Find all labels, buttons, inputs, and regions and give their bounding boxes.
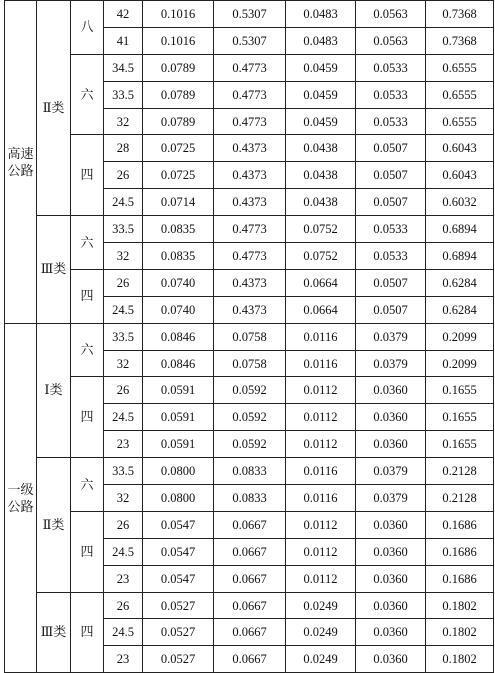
value-cell-1: 0.0714 bbox=[143, 189, 214, 216]
value-cell-2: 0.4773 bbox=[214, 54, 286, 81]
value-cell-1: 0.0789 bbox=[143, 108, 214, 135]
value-cell-3: 0.0112 bbox=[286, 431, 356, 458]
value-cell-4: 0.0533 bbox=[356, 243, 426, 270]
value-cell-1: 0.0547 bbox=[143, 511, 214, 538]
value-cell-5: 0.6555 bbox=[426, 108, 494, 135]
value-cell-1: 0.0835 bbox=[143, 216, 214, 243]
lane-count-cell: 六 bbox=[71, 323, 104, 377]
value-cell-3: 0.0249 bbox=[286, 619, 356, 646]
value-cell-4: 0.0360 bbox=[356, 431, 426, 458]
table-body bbox=[5, 1, 494, 673]
value-cell-5: 0.6555 bbox=[426, 54, 494, 81]
value-cell-2: 0.5307 bbox=[214, 1, 286, 28]
value-cell-1: 0.0547 bbox=[143, 565, 214, 592]
value-cell-5: 0.1802 bbox=[426, 592, 494, 619]
width-cell: 24.5 bbox=[104, 538, 143, 565]
value-cell-1: 0.0547 bbox=[143, 538, 214, 565]
value-cell-4: 0.0360 bbox=[356, 619, 426, 646]
value-cell-5: 0.1686 bbox=[426, 511, 494, 538]
value-cell-3: 0.0459 bbox=[286, 81, 356, 108]
value-cell-2: 0.4373 bbox=[214, 296, 286, 323]
value-cell-3: 0.0664 bbox=[286, 296, 356, 323]
value-cell-5: 0.2128 bbox=[426, 458, 494, 485]
width-cell: 33.5 bbox=[104, 458, 143, 485]
value-cell-5: 0.6555 bbox=[426, 81, 494, 108]
value-cell-1: 0.0527 bbox=[143, 619, 214, 646]
value-cell-2: 0.4373 bbox=[214, 135, 286, 162]
value-cell-4: 0.0507 bbox=[356, 189, 426, 216]
table-row bbox=[5, 135, 494, 162]
value-cell-5: 0.1802 bbox=[426, 646, 494, 673]
value-cell-2: 0.4773 bbox=[214, 81, 286, 108]
value-cell-1: 0.0527 bbox=[143, 646, 214, 673]
indicator-table bbox=[4, 0, 494, 673]
value-cell-5: 0.2099 bbox=[426, 350, 494, 377]
lane-count-cell: 四 bbox=[71, 377, 104, 458]
value-cell-4: 0.0533 bbox=[356, 216, 426, 243]
width-cell: 26 bbox=[104, 592, 143, 619]
value-cell-2: 0.0667 bbox=[214, 511, 286, 538]
value-cell-3: 0.0112 bbox=[286, 538, 356, 565]
value-cell-5: 0.2099 bbox=[426, 323, 494, 350]
value-cell-1: 0.0740 bbox=[143, 269, 214, 296]
width-cell: 34.5 bbox=[104, 54, 143, 81]
value-cell-3: 0.0112 bbox=[286, 377, 356, 404]
value-cell-1: 0.0800 bbox=[143, 458, 214, 485]
value-cell-3: 0.0459 bbox=[286, 108, 356, 135]
road-type-cell bbox=[5, 323, 37, 673]
value-cell-4: 0.0379 bbox=[356, 485, 426, 512]
value-cell-5: 0.6032 bbox=[426, 189, 494, 216]
width-cell: 26 bbox=[104, 377, 143, 404]
width-cell: 24.5 bbox=[104, 619, 143, 646]
lane-count-cell: 六 bbox=[71, 216, 104, 270]
value-cell-3: 0.0664 bbox=[286, 269, 356, 296]
value-cell-4: 0.0533 bbox=[356, 54, 426, 81]
value-cell-4: 0.0360 bbox=[356, 565, 426, 592]
class-cell: Ⅱ类 bbox=[37, 458, 71, 592]
value-cell-5: 0.6894 bbox=[426, 216, 494, 243]
value-cell-5: 0.6043 bbox=[426, 135, 494, 162]
value-cell-4: 0.0507 bbox=[356, 296, 426, 323]
value-cell-1: 0.0591 bbox=[143, 377, 214, 404]
value-cell-2: 0.4773 bbox=[214, 216, 286, 243]
width-cell: 26 bbox=[104, 269, 143, 296]
lane-count-cell: 六 bbox=[71, 458, 104, 512]
value-cell-3: 0.0112 bbox=[286, 404, 356, 431]
value-cell-2: 0.0592 bbox=[214, 431, 286, 458]
width-cell: 24.5 bbox=[104, 404, 143, 431]
table-row bbox=[5, 269, 494, 296]
value-cell-5: 0.2128 bbox=[426, 485, 494, 512]
lane-count-cell: 六 bbox=[71, 54, 104, 135]
value-cell-2: 0.0592 bbox=[214, 404, 286, 431]
value-cell-4: 0.0360 bbox=[356, 592, 426, 619]
table-row bbox=[5, 511, 494, 538]
width-cell: 23 bbox=[104, 646, 143, 673]
value-cell-4: 0.0360 bbox=[356, 377, 426, 404]
class-cell: Ⅲ类 bbox=[37, 592, 71, 673]
value-cell-2: 0.0592 bbox=[214, 377, 286, 404]
width-cell: 23 bbox=[104, 431, 143, 458]
value-cell-5: 0.1655 bbox=[426, 404, 494, 431]
value-cell-3: 0.0116 bbox=[286, 350, 356, 377]
value-cell-1: 0.0846 bbox=[143, 350, 214, 377]
value-cell-5: 0.1802 bbox=[426, 619, 494, 646]
lane-count-cell: 四 bbox=[71, 269, 104, 323]
width-cell: 32 bbox=[104, 108, 143, 135]
lane-count-cell: 四 bbox=[71, 135, 104, 216]
value-cell-3: 0.0483 bbox=[286, 1, 356, 28]
value-cell-4: 0.0533 bbox=[356, 108, 426, 135]
value-cell-5: 0.6284 bbox=[426, 269, 494, 296]
value-cell-3: 0.0116 bbox=[286, 323, 356, 350]
road-type-label: 高速 公路 bbox=[7, 145, 34, 178]
value-cell-2: 0.5307 bbox=[214, 27, 286, 54]
road-type-label: 一级 公路 bbox=[7, 481, 34, 514]
value-cell-5: 0.1655 bbox=[426, 431, 494, 458]
class-cell: Ⅰ类 bbox=[37, 323, 71, 457]
value-cell-4: 0.0360 bbox=[356, 646, 426, 673]
width-cell: 41 bbox=[104, 27, 143, 54]
value-cell-3: 0.0112 bbox=[286, 511, 356, 538]
value-cell-3: 0.0752 bbox=[286, 243, 356, 270]
value-cell-1: 0.0846 bbox=[143, 323, 214, 350]
value-cell-4: 0.0533 bbox=[356, 81, 426, 108]
value-cell-2: 0.4373 bbox=[214, 189, 286, 216]
value-cell-2: 0.4773 bbox=[214, 243, 286, 270]
value-cell-2: 0.0833 bbox=[214, 458, 286, 485]
width-cell: 28 bbox=[104, 135, 143, 162]
table-row bbox=[5, 458, 494, 485]
value-cell-4: 0.0507 bbox=[356, 269, 426, 296]
table-row bbox=[5, 592, 494, 619]
value-cell-4: 0.0379 bbox=[356, 350, 426, 377]
value-cell-2: 0.0667 bbox=[214, 565, 286, 592]
width-cell: 24.5 bbox=[104, 296, 143, 323]
value-cell-3: 0.0459 bbox=[286, 54, 356, 81]
value-cell-1: 0.0591 bbox=[143, 404, 214, 431]
value-cell-1: 0.1016 bbox=[143, 1, 214, 28]
width-cell: 23 bbox=[104, 565, 143, 592]
value-cell-3: 0.0116 bbox=[286, 458, 356, 485]
value-cell-1: 0.0789 bbox=[143, 54, 214, 81]
value-cell-5: 0.7368 bbox=[426, 1, 494, 28]
width-cell: 42 bbox=[104, 1, 143, 28]
lane-count-cell: 四 bbox=[71, 592, 104, 673]
table-row bbox=[5, 216, 494, 243]
value-cell-3: 0.0438 bbox=[286, 135, 356, 162]
road-type-cell bbox=[5, 1, 37, 324]
value-cell-3: 0.0249 bbox=[286, 592, 356, 619]
value-cell-2: 0.0833 bbox=[214, 485, 286, 512]
table-row bbox=[5, 377, 494, 404]
value-cell-2: 0.0667 bbox=[214, 646, 286, 673]
class-cell: Ⅲ类 bbox=[37, 216, 71, 324]
width-cell: 26 bbox=[104, 511, 143, 538]
lane-count-cell: 八 bbox=[71, 1, 104, 55]
value-cell-2: 0.4373 bbox=[214, 162, 286, 189]
value-cell-5: 0.1686 bbox=[426, 565, 494, 592]
value-cell-1: 0.0835 bbox=[143, 243, 214, 270]
value-cell-2: 0.4373 bbox=[214, 269, 286, 296]
value-cell-5: 0.1686 bbox=[426, 538, 494, 565]
table-row bbox=[5, 323, 494, 350]
value-cell-5: 0.1655 bbox=[426, 377, 494, 404]
value-cell-1: 0.0725 bbox=[143, 162, 214, 189]
value-cell-4: 0.0360 bbox=[356, 511, 426, 538]
value-cell-3: 0.0249 bbox=[286, 646, 356, 673]
value-cell-1: 0.0725 bbox=[143, 135, 214, 162]
value-cell-5: 0.6043 bbox=[426, 162, 494, 189]
value-cell-3: 0.0483 bbox=[286, 27, 356, 54]
lane-count-cell: 四 bbox=[71, 511, 104, 592]
width-cell: 32 bbox=[104, 350, 143, 377]
value-cell-3: 0.0112 bbox=[286, 565, 356, 592]
class-cell: Ⅱ类 bbox=[37, 1, 71, 216]
value-cell-4: 0.0507 bbox=[356, 162, 426, 189]
value-cell-1: 0.1016 bbox=[143, 27, 214, 54]
value-cell-2: 0.0667 bbox=[214, 592, 286, 619]
width-cell: 26 bbox=[104, 162, 143, 189]
value-cell-2: 0.0758 bbox=[214, 350, 286, 377]
width-cell: 24.5 bbox=[104, 189, 143, 216]
table-row bbox=[5, 54, 494, 81]
width-cell: 32 bbox=[104, 485, 143, 512]
value-cell-2: 0.4773 bbox=[214, 108, 286, 135]
value-cell-3: 0.0752 bbox=[286, 216, 356, 243]
width-cell: 33.5 bbox=[104, 323, 143, 350]
value-cell-3: 0.0438 bbox=[286, 189, 356, 216]
value-cell-4: 0.0360 bbox=[356, 404, 426, 431]
value-cell-1: 0.0591 bbox=[143, 431, 214, 458]
document-page bbox=[4, 0, 493, 667]
value-cell-1: 0.0800 bbox=[143, 485, 214, 512]
value-cell-5: 0.6894 bbox=[426, 243, 494, 270]
width-cell: 33.5 bbox=[104, 216, 143, 243]
value-cell-2: 0.0758 bbox=[214, 323, 286, 350]
value-cell-4: 0.0507 bbox=[356, 135, 426, 162]
width-cell: 33.5 bbox=[104, 81, 143, 108]
value-cell-1: 0.0789 bbox=[143, 81, 214, 108]
value-cell-1: 0.0740 bbox=[143, 296, 214, 323]
value-cell-2: 0.0667 bbox=[214, 619, 286, 646]
value-cell-1: 0.0527 bbox=[143, 592, 214, 619]
value-cell-2: 0.0667 bbox=[214, 538, 286, 565]
value-cell-3: 0.0438 bbox=[286, 162, 356, 189]
value-cell-4: 0.0360 bbox=[356, 538, 426, 565]
value-cell-4: 0.0379 bbox=[356, 458, 426, 485]
value-cell-5: 0.6284 bbox=[426, 296, 494, 323]
table-row bbox=[5, 1, 494, 28]
value-cell-4: 0.0379 bbox=[356, 323, 426, 350]
width-cell: 32 bbox=[104, 243, 143, 270]
value-cell-5: 0.7368 bbox=[426, 27, 494, 54]
value-cell-4: 0.0563 bbox=[356, 1, 426, 28]
value-cell-3: 0.0116 bbox=[286, 485, 356, 512]
value-cell-4: 0.0563 bbox=[356, 27, 426, 54]
